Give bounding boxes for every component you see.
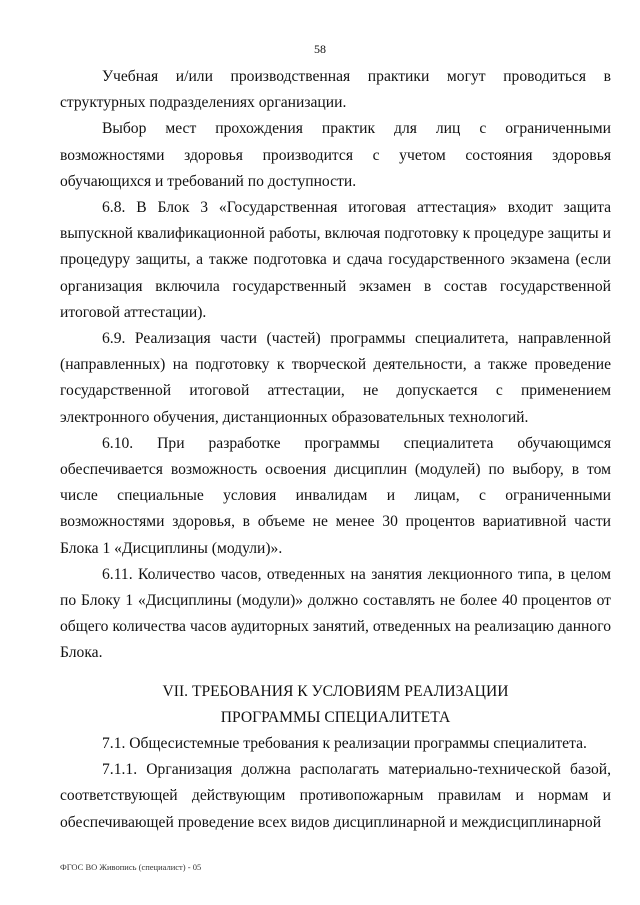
paragraph-7-1-1: 7.1.1. Организация должна располагать материально-технической базой, соответствующей действующим противопожарным правилам и нормам и обеспечивающей проведение всех видов дисциплинарной и междисциплинарной <box>60 761 611 831</box>
paragraph-practice-location: Учебная и/или производственная практики могут проводиться в структурных подразделениях организации. <box>60 68 611 112</box>
paragraph-7-1: 7.1. Общесистемные требования к реализации программы специалитета. <box>102 735 587 753</box>
paragraph-6-11: 6.11. Количество часов, отведенных на занятия лекционного типа, в целом по Блоку 1 «Дисциплины (модули)» должно составлять не более 40 процентов от общего количества часов аудиторных занятий, отведенных на реализацию данного Блока. <box>60 565 611 662</box>
paragraph-practice-choice: Выбор мест прохождения практик для лиц с ограниченными возможностями здоровья производится с учетом состояния здоровья обучающихся и требований по доступности. <box>60 120 611 190</box>
page-number: 58 <box>314 42 326 56</box>
paragraph-6-8: 6.8. В Блок 3 «Государственная итоговая аттестация» входит защита выпускной квалификационной работы, включая подготовку к процедуре защиты и процедуру защиты, а также подготовка и сдача государственного экзамена (если организация включила государственный экзамен в состав государственной итоговой аттестации). <box>60 199 611 321</box>
paragraph-6-9: 6.9. Реализация части (частей) программы специалитета, направленной (направленных) на подготовку к творческой деятельности, а также проведение государственной итоговой аттестации, не допускается с применением электронного обучения, дистанционных образовательных технологий. <box>60 330 611 426</box>
section-heading-line-1: VII. ТРЕБОВАНИЯ К УСЛОВИЯМ РЕАЛИЗАЦИИ <box>162 682 509 700</box>
section-heading <box>60 679 611 731</box>
document-body <box>60 64 611 836</box>
section-heading-line-2: ПРОГРАММЫ СПЕЦИАЛИТЕТА <box>220 708 451 726</box>
page-footer: ФГОС ВО Живопись (специалист) - 05 <box>60 862 202 872</box>
paragraph-6-10: 6.10. При разработке программы специалитета обучающимся обеспечивается возможность освоения дисциплин (модулей) по выбору, в том числе специальные условия инвалидам и лицам, с ограниченными возможностями здоровья, в объеме не менее 30 процентов вариативной части Блока 1 «Дисциплины (модули)». <box>60 434 611 557</box>
